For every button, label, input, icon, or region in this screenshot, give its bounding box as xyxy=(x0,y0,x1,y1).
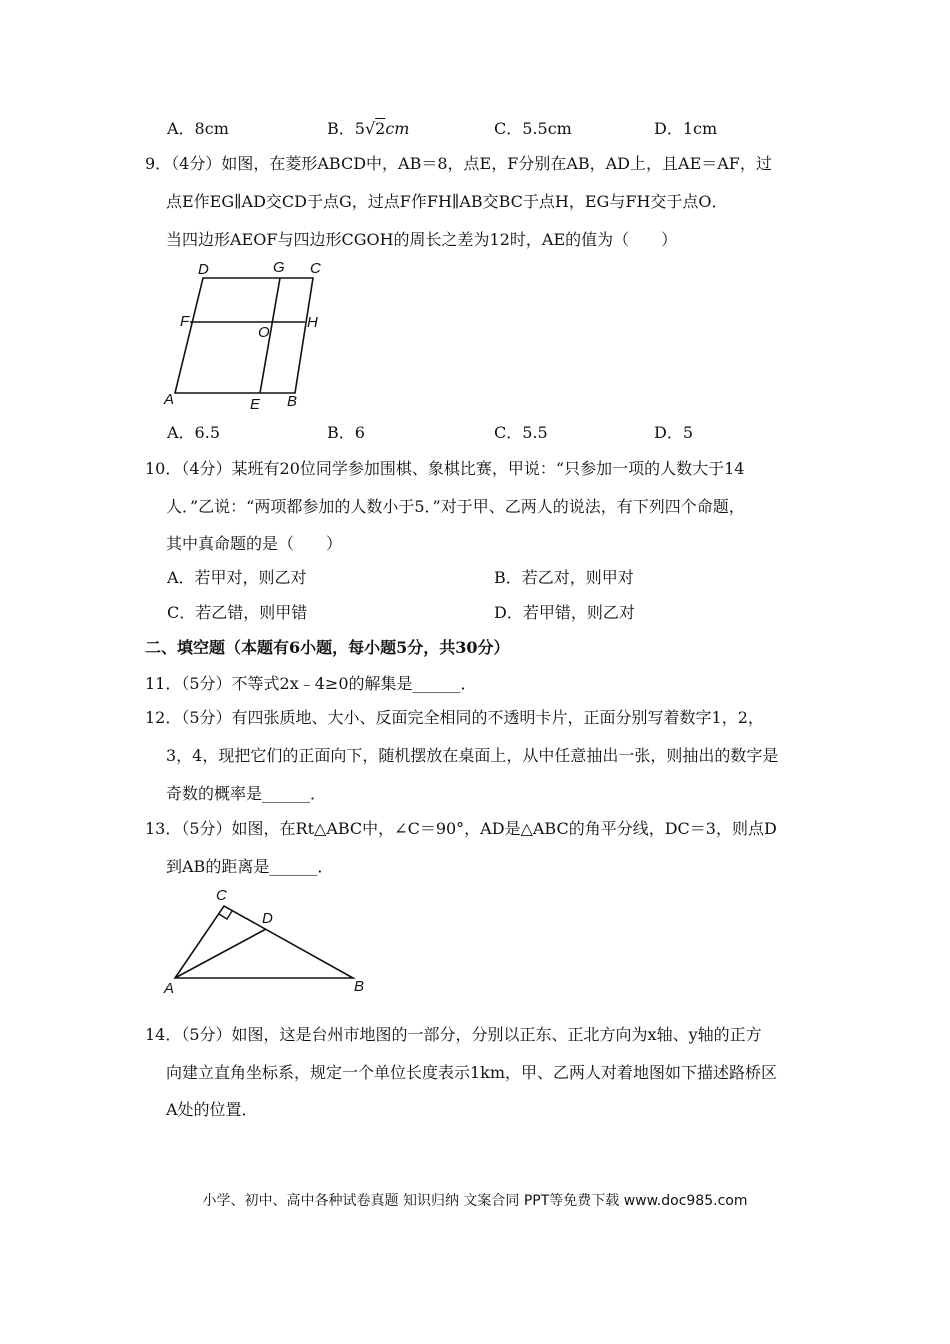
q9-rhombus-figure xyxy=(160,256,330,416)
q12-line-1: 12．（5分）有四张质地、大小、反面完全相同的不透明卡片，正面分别写着数字1，2， xyxy=(145,708,764,727)
q9-option-b: B．6 xyxy=(327,423,365,442)
q10-option-c: C．若乙错，则甲错 xyxy=(167,603,308,622)
q8-option-b xyxy=(327,118,409,140)
q10-line-1: 10．（4分）某班有20位同学参加围棋、象棋比赛，甲说：“只参加一项的人数大于14 xyxy=(145,459,745,478)
q9-label-e: E xyxy=(250,396,261,413)
q13-segment-ad xyxy=(175,929,266,978)
q9-option-c: C．5.5 xyxy=(494,423,548,442)
q8-option-b-prefix: B．5 xyxy=(327,119,365,138)
sqrt-symbol-icon: √ xyxy=(364,119,376,138)
q12-line-3: 奇数的概率是______． xyxy=(166,784,327,803)
q8-option-d: D．1cm xyxy=(654,119,718,138)
q9-label-o: O xyxy=(258,324,270,341)
q13-line-2: 到AB的距离是______． xyxy=(166,857,334,876)
q9-option-d: D．5 xyxy=(654,423,694,442)
q9-label-c: C xyxy=(310,260,321,277)
q9-label-b: B xyxy=(287,393,298,410)
q9-label-g: G xyxy=(273,259,285,276)
q12-line-2: 3，4，现把它们的正面向下，随机摆放在桌面上，从中任意抽出一张，则抽出的数字是 xyxy=(166,746,779,765)
q8-option-b-radicand: 2 xyxy=(375,119,386,138)
q13-label-a: A xyxy=(164,980,175,997)
q9-option-a: A．6.5 xyxy=(167,423,221,442)
q9-label-a: A xyxy=(164,391,175,408)
q13-line-1: 13．（5分）如图，在Rt△ABC中，∠C＝90°，AD是△ABC的角平分线，DC＝3，则点D xyxy=(145,819,777,838)
q9-label-h: H xyxy=(307,314,318,331)
q13-triangle-figure xyxy=(160,882,380,998)
q10-line-2: 人．”乙说：“两项都参加的人数小于5．”对于甲、乙两人的说法，有下列四个命题， xyxy=(166,497,745,516)
section-2-title: 二、填空题（本题有6小题，每小题5分，共30分） xyxy=(145,638,510,657)
q8-option-a: A．8cm xyxy=(167,119,229,138)
q10-option-a: A．若甲对，则乙对 xyxy=(167,568,307,587)
page-footer: 小学、初中、高中各种试卷真题 知识归纳 文案合同 PPT等免费下载 www.doc985.com xyxy=(202,1193,748,1209)
q11-line-1: 11．（5分）不等式2x﹣4≥0的解集是______． xyxy=(145,674,477,693)
q14-line-1: 14．（5分）如图，这是台州市地图的一部分，分别以正东、正北方向为x轴、y轴的正方 xyxy=(145,1025,762,1044)
q10-line-3: 其中真命题的是（ ） xyxy=(166,534,343,553)
q9-label-d: D xyxy=(198,261,209,278)
q9-label-f: F xyxy=(180,313,190,330)
q9-rhombus-abcd xyxy=(175,278,313,393)
q8-option-b-unit: cm xyxy=(385,119,410,138)
q14-line-2: 向建立直角坐标系，规定一个单位长度表示1km，甲、乙两人对着地图如下描述路桥区 xyxy=(166,1063,778,1082)
q13-label-b: B xyxy=(354,978,365,995)
q13-label-d: D xyxy=(262,910,273,927)
q13-right-angle-mark xyxy=(219,911,232,919)
q9-line-1: 9．（4分）如图，在菱形ABCD中，AB＝8，点E，F分别在AB，AD上，且AE＝AF，过 xyxy=(145,154,772,173)
q9-line-2: 点E作EG∥AD交CD于点G，过点F作FH∥AB交BC于点H，EG与FH交于点O． xyxy=(166,192,728,211)
q13-label-c: C xyxy=(216,887,227,904)
q14-line-3: A处的位置． xyxy=(166,1100,258,1119)
q9-line-3: 当四边形AEOF与四边形CGOH的周长之差为12时，AE的值为（ ） xyxy=(166,230,678,249)
q10-option-b: B．若乙对，则甲对 xyxy=(494,568,634,587)
q10-option-d: D．若甲错，则乙对 xyxy=(494,603,635,622)
q8-option-c: C．5.5cm xyxy=(494,119,572,138)
